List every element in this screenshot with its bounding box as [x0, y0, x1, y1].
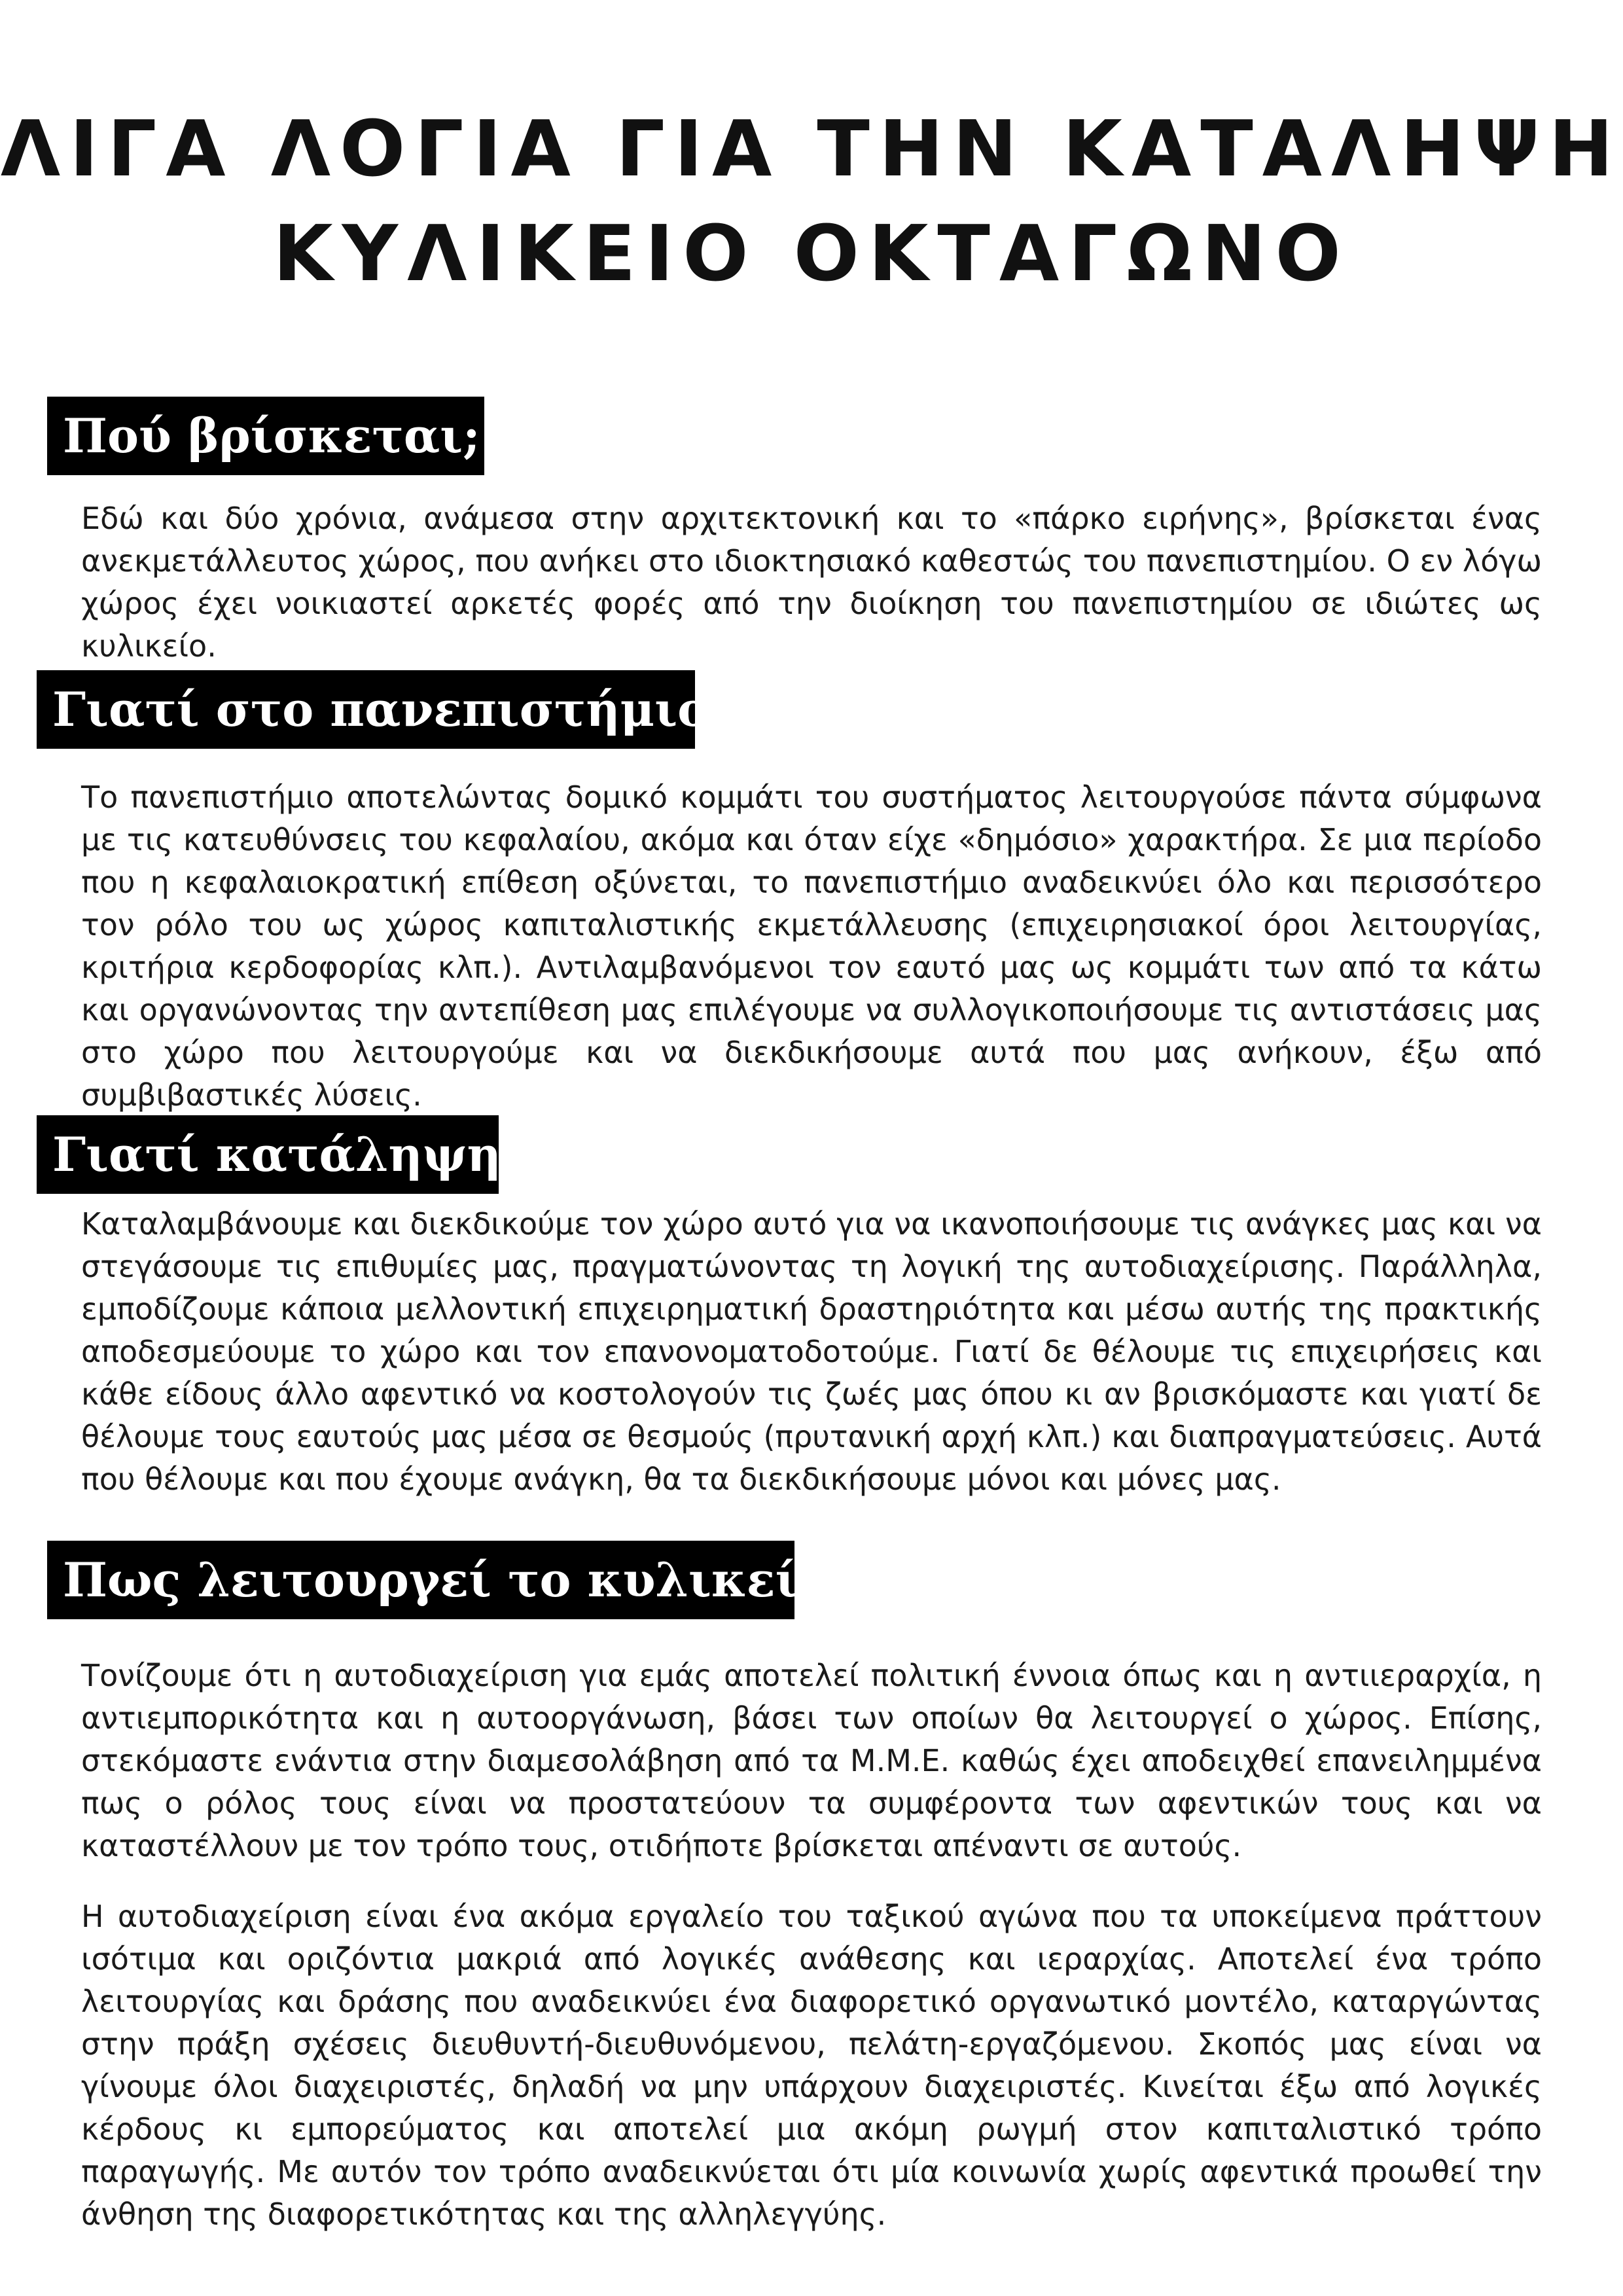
- section-heading-why-occupation: Γιατί κατάληψη;: [37, 1115, 499, 1194]
- page-title-line-1: ΛΙΓΑ ΛΟΓΙΑ ΓΙΑ ΤΗΝ ΚΑΤΑΛΗΨΗ: [0, 103, 1623, 194]
- section-paragraph-how-it-works-2: Η αυτοδιαχείριση είναι ένα ακόμα εργαλείο του ταξικού αγώνα που τα υποκείμενα πράττουν ισότιμα και οριζόντια μακριά από λογικές ανάθεσης και ιεραρχίας. Αποτελεί ένα τρόπο λειτουργίας και δράσης που αναδεικνύει ένα διαφορετικό οργανωτικό μοντέλο, καταργώντας στην πράξη σχέσεις διευθυντή-διευθυνόμενου, πελάτη-εργαζόμενου. Σκοπός μας είναι να γίνουμε όλοι διαχειριστές, δηλαδή να μην υπάρχουν διαχειριστές. Κινείται έξω από λογικές κέρδους κι εμπορεύματος και αποτελεί μια ακόμη ρωγμή στον καπιταλιστικό τρόπο παραγωγής. Με αυτόν τον τρόπο αναδεικνύεται ότι μία κοινωνία χωρίς αφεντικά προωθεί την άνθηση της διαφορετικότητας και της αλληλεγγύης.: [81, 1899, 1542, 2232]
- section-paragraph-how-it-works-1: Τονίζουμε ότι η αυτοδιαχείριση για εμάς αποτελεί πολιτική έννοια όπως και η αντιιεραρχία, η αντιεμπορικότητα και η αυτοοργάνωση, βάσει των οποίων θα λειτουργεί ο χώρος. Επίσης, στεκόμαστε ενάντια στην διαμεσολάβηση από τα Μ.Μ.Ε. καθώς έχει αποδειχθεί επανειλημμένα πως ο ρόλος τους είναι να προστατεύουν τα συμφέροντα των αφεντικών τους και να καταστέλλουν με τον τρόπο τους, οτιδήποτε βρίσκεται απέναντι σε αυτούς.: [81, 1658, 1542, 1863]
- section-paragraph-why-occupation: Καταλαμβάνουμε και διεκδικούμε τον χώρο αυτό για να ικανοποιήσουμε τις ανάγκες μας και να στεγάσουμε τις επιθυμίες μας, πραγματώνοντας τη λογική της αυτοδιαχείρισης. Παράλληλα, εμποδίζουμε κάποια μελλοντική επιχειρηματική δραστηριότητα και μέσω αυτής της πρακτικής αποδεσμεύουμε το χώρο και τον επανονοματοδοτούμε. Γιατί δε θέλουμε τις επιχειρήσεις και κάθε είδους άλλο αφεντικό να κοστολογούν τις ζωές μας όπου κι αν βρισκόμαστε και γιατί δε θέλουμε τους εαυτούς μας μέσα σε θεσμούς (πρυτανική αρχή κλπ.) και διαπραγματεύσεις. Αυτά που θέλουμε και που έχουμε ανάγκη, θα τα διεκδικήσουμε μόνοι και μόνες μας.: [81, 1206, 1542, 1497]
- page-title-line-2: ΚΥΛΙΚΕΙΟ ΟΚΤΑΓΩΝΟ: [273, 208, 1350, 298]
- section-paragraph-where: Εδώ και δύο χρόνια, ανάμεσα στην αρχιτεκτονική και το «πάρκο ειρήνης», βρίσκεται ένας ανεκμετάλλευτος χώρος, που ανήκει στο ιδιοκτησιακό καθεστώς του πανεπιστημίου. Ο εν λόγω χώρος έχει νοικιαστεί αρκετές φορές από την διοίκηση του πανεπιστημίου σε ιδιώτες ως κυλικείο.: [81, 501, 1542, 664]
- section-heading-where: Πού βρίσκεται;: [47, 397, 484, 475]
- section-heading-how-it-works: Πως λειτουργεί το κυλικείο;: [47, 1541, 794, 1619]
- section-heading-why-university: Γιατί στο πανεπιστήμιο;: [37, 670, 695, 749]
- section-paragraph-why-university: Το πανεπιστήμιο αποτελώντας δομικό κομμάτι του συστήματος λειτουργούσε πάντα σύμφωνα με τις κατευθύνσεις του κεφαλαίου, ακόμα και όταν είχε «δημόσιο» χαρακτήρα. Σε μια περίοδο που η κεφαλαιοκρατική επίθεση οξύνεται, το πανεπιστήμιο αναδεικνύει όλο και περισσότερο τον ρόλο του ως χώρος καπιταλιστικής εκμετάλλευσης (επιχειρησιακοί όροι λειτουργίας, κριτήρια κερδοφορίας κλπ.). Αντιλαμβανόμενοι τον εαυτό μας ως κομμάτι των από τα κάτω και οργανώνοντας την αντεπίθεση μας επιλέγουμε να συλλογικοποιήσουμε τις αντιστάσεις μας στο χώρο που λειτουργούμε και να διεκδικήσουμε αυτά που μας ανήκουν, έξω από συμβιβαστικές λύσεις.: [81, 780, 1542, 1113]
